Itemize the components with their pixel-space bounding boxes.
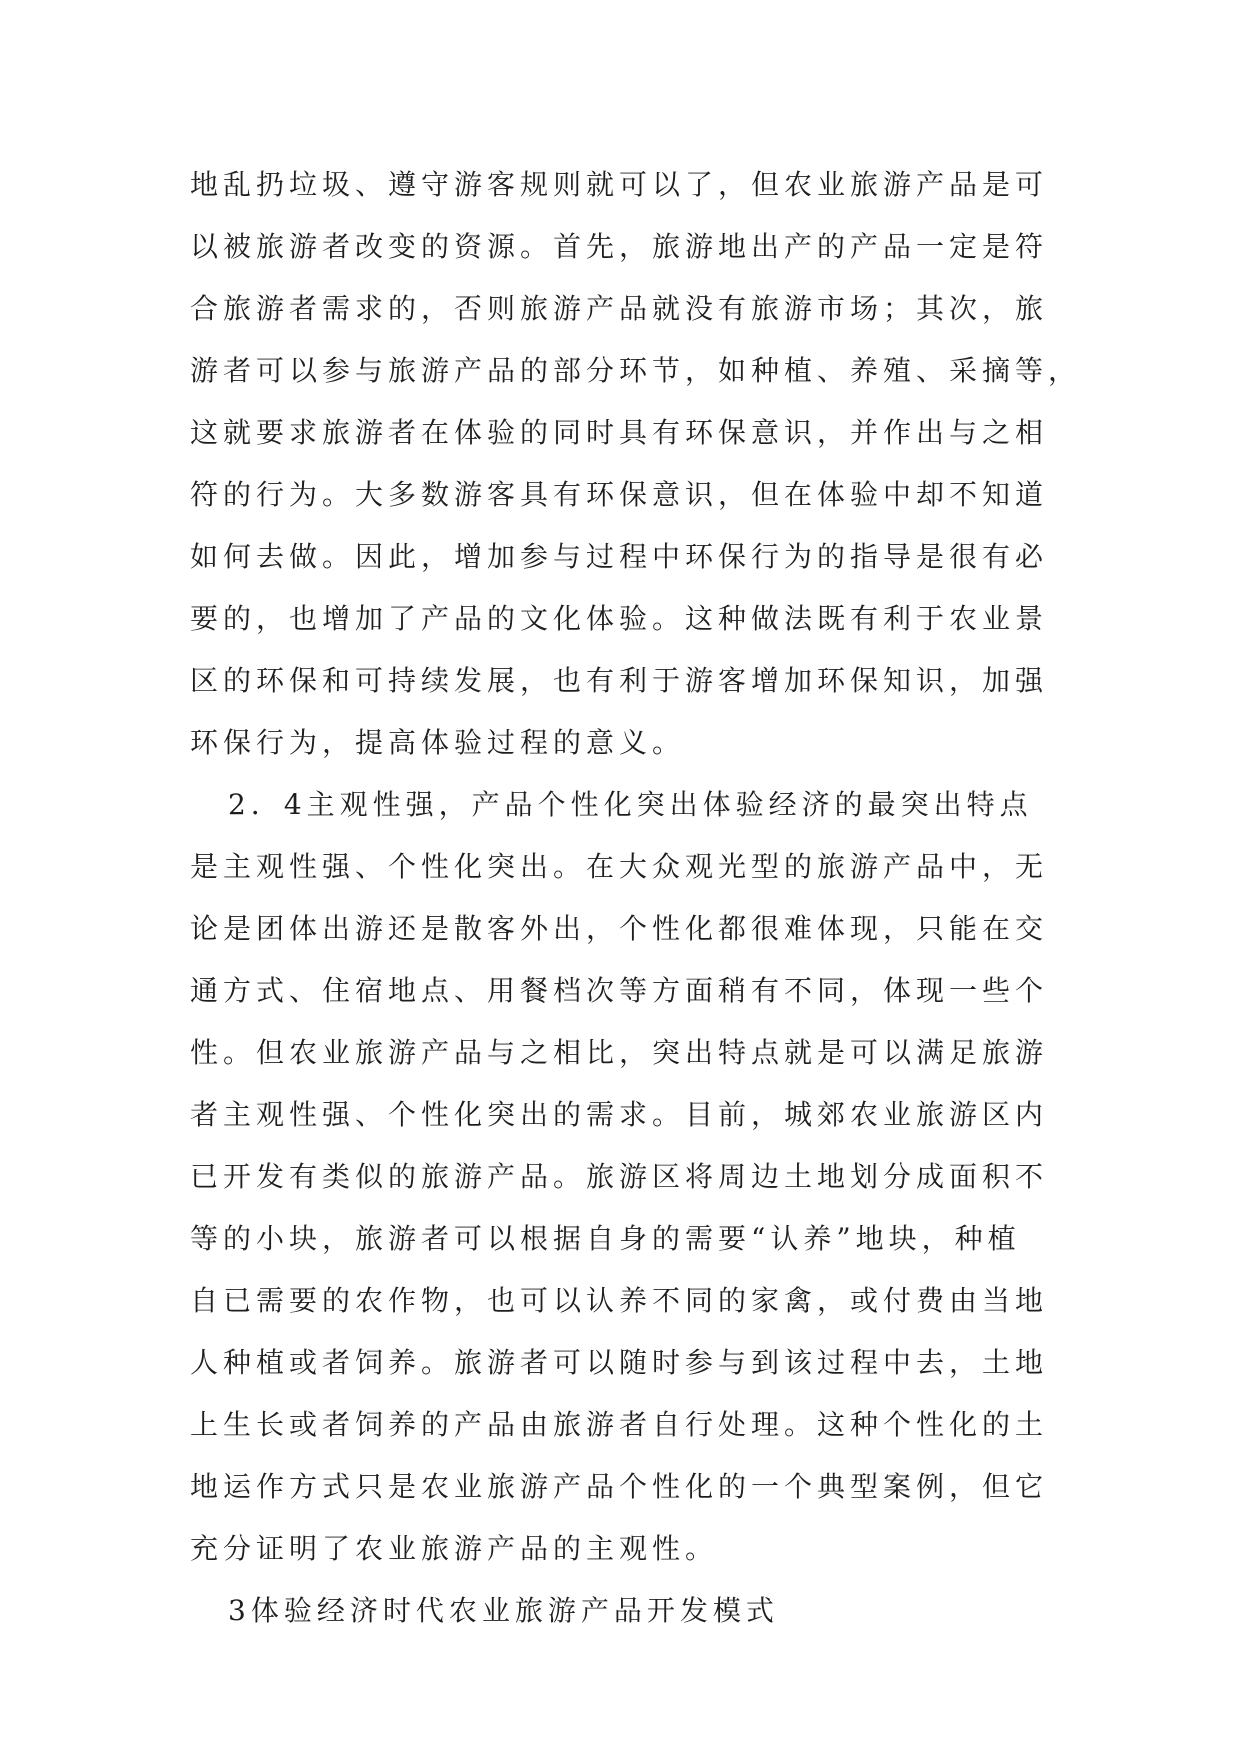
text-line: 等的小块，旅游者可以根据自身的需要“认养”地块，种植 [190,1222,1021,1255]
text-line: 通方式、住宿地点、用餐档次等方面稍有不同，体现一些个 [190,974,1049,1007]
text-line: 这就要求旅游者在体验的同时具有环保意识，并作出与之相 [190,416,1049,449]
text-line: 自已需要的农作物，也可以认养不同的家禽，或付费由当地 [190,1284,1049,1317]
text-line: 如何去做。因此，增加参与过程中环保行为的指导是很有必 [190,540,1049,573]
document-body [190,154,1090,1642]
text-line: 区的环保和可持续发展，也有利于游客增加环保知识，加强 [190,664,1049,697]
text-line: 论是团体出游还是散客外出，个性化都很难体现，只能在交 [190,912,1049,945]
text-line: 地乱扔垃圾、遵守游客规则就可以了，但农业旅游产品是可 [190,168,1049,201]
text-line: 人种植或者饲养。旅游者可以随时参与到该过程中去，土地 [190,1346,1049,1379]
text-line: 者主观性强、个性化突出的需求。目前，城郊农业旅游区内 [190,1098,1049,1131]
text-line: 符的行为。大多数游客具有环保意识，但在体验中却不知道 [190,478,1049,511]
text-line: 要的，也增加了产品的文化体验。这种做法既有利于农业景 [190,602,1049,635]
text-line: 上生长或者饲养的产品由旅游者自行处理。这种个性化的土 [190,1408,1049,1441]
text-line: 合旅游者需求的，否则旅游产品就没有旅游市场；其次，旅 [190,292,1049,325]
text-line: 是主观性强、个性化突出。在大众观光型的旅游产品中，无 [190,850,1049,883]
text-line: 以被旅游者改变的资源。首先，旅游地出产的产品一定是符 [190,230,1049,263]
text-line: 已开发有类似的旅游产品。旅游区将周边土地划分成面积不 [190,1160,1049,1193]
text-line: 游者可以参与旅游产品的部分环节，如种植、养殖、采摘等， [190,354,1082,387]
body-paragraph [190,774,1090,1580]
text-line: 充分证明了农业旅游产品的主观性。 [190,1532,719,1565]
subsection-heading-line: 2．4主观性强，产品个性化突出体验经济的最突出特点 [228,788,1033,821]
section-heading-line: 3体验经济时代农业旅游产品开发模式 [228,1594,779,1627]
text-line: 环保行为，提高体验过程的意义。 [190,726,686,759]
section-heading [190,1580,1090,1642]
text-line: 性。但农业旅游产品与之相比，突出特点就是可以满足旅游 [190,1036,1049,1069]
body-paragraph [190,154,1090,774]
text-line: 地运作方式只是农业旅游产品个性化的一个典型案例，但它 [190,1470,1049,1503]
